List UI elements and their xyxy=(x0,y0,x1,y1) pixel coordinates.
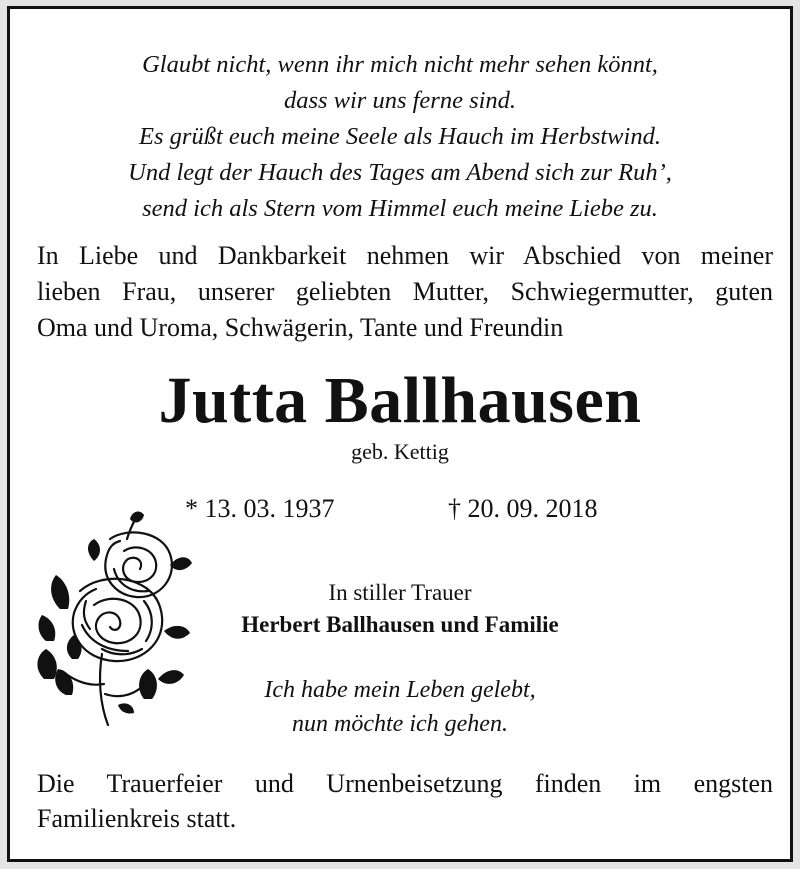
poem-line: Und legt der Hauch des Tages am Abend sich zur Ruh’, xyxy=(128,159,672,186)
quote-line: Ich habe mein Leben gelebt, xyxy=(264,677,536,703)
poem-line: Glaubt nicht, wenn ihr mich nicht mehr sehen könnt, xyxy=(142,51,658,78)
death-date: † 20. 09. 2018 xyxy=(448,494,598,523)
intro-text xyxy=(37,238,773,346)
funeral-notice xyxy=(37,766,773,836)
obituary-card xyxy=(7,6,793,862)
closing-quote xyxy=(190,673,610,741)
mourners xyxy=(190,577,610,641)
mourners-heading: In stiller Trauer xyxy=(328,580,472,605)
intro-line: lieben Frau, unserer geliebten Mutter, Schwiegermutter, guten xyxy=(37,277,773,306)
deceased-name: Jutta Ballhausen xyxy=(158,364,642,437)
intro-line: In Liebe und Dankbarkeit nehmen wir Abschied von meiner xyxy=(37,241,773,270)
rose-icon xyxy=(32,509,192,727)
poem xyxy=(10,47,790,227)
poem-line: dass wir uns ferne sind. xyxy=(283,87,517,114)
quote-line: nun möchte ich gehen. xyxy=(292,711,508,737)
mourners-names: Herbert Ballhausen und Familie xyxy=(241,612,559,637)
poem-line: send ich als Stern vom Himmel euch meine Liebe zu. xyxy=(142,195,658,222)
funeral-notice-line: Die Trauerfeier und Urnenbeisetzung finden im engsten xyxy=(37,769,773,798)
birth-date: * 13. 03. 1937 xyxy=(185,494,335,523)
intro-line: Oma und Uroma, Schwägerin, Tante und Freundin xyxy=(37,313,564,342)
born-name: geb. Kettig xyxy=(351,439,449,464)
poem-line: Es grüßt euch meine Seele als Hauch im Herbstwind. xyxy=(139,123,661,150)
funeral-notice-line: Familienkreis statt. xyxy=(37,804,237,833)
